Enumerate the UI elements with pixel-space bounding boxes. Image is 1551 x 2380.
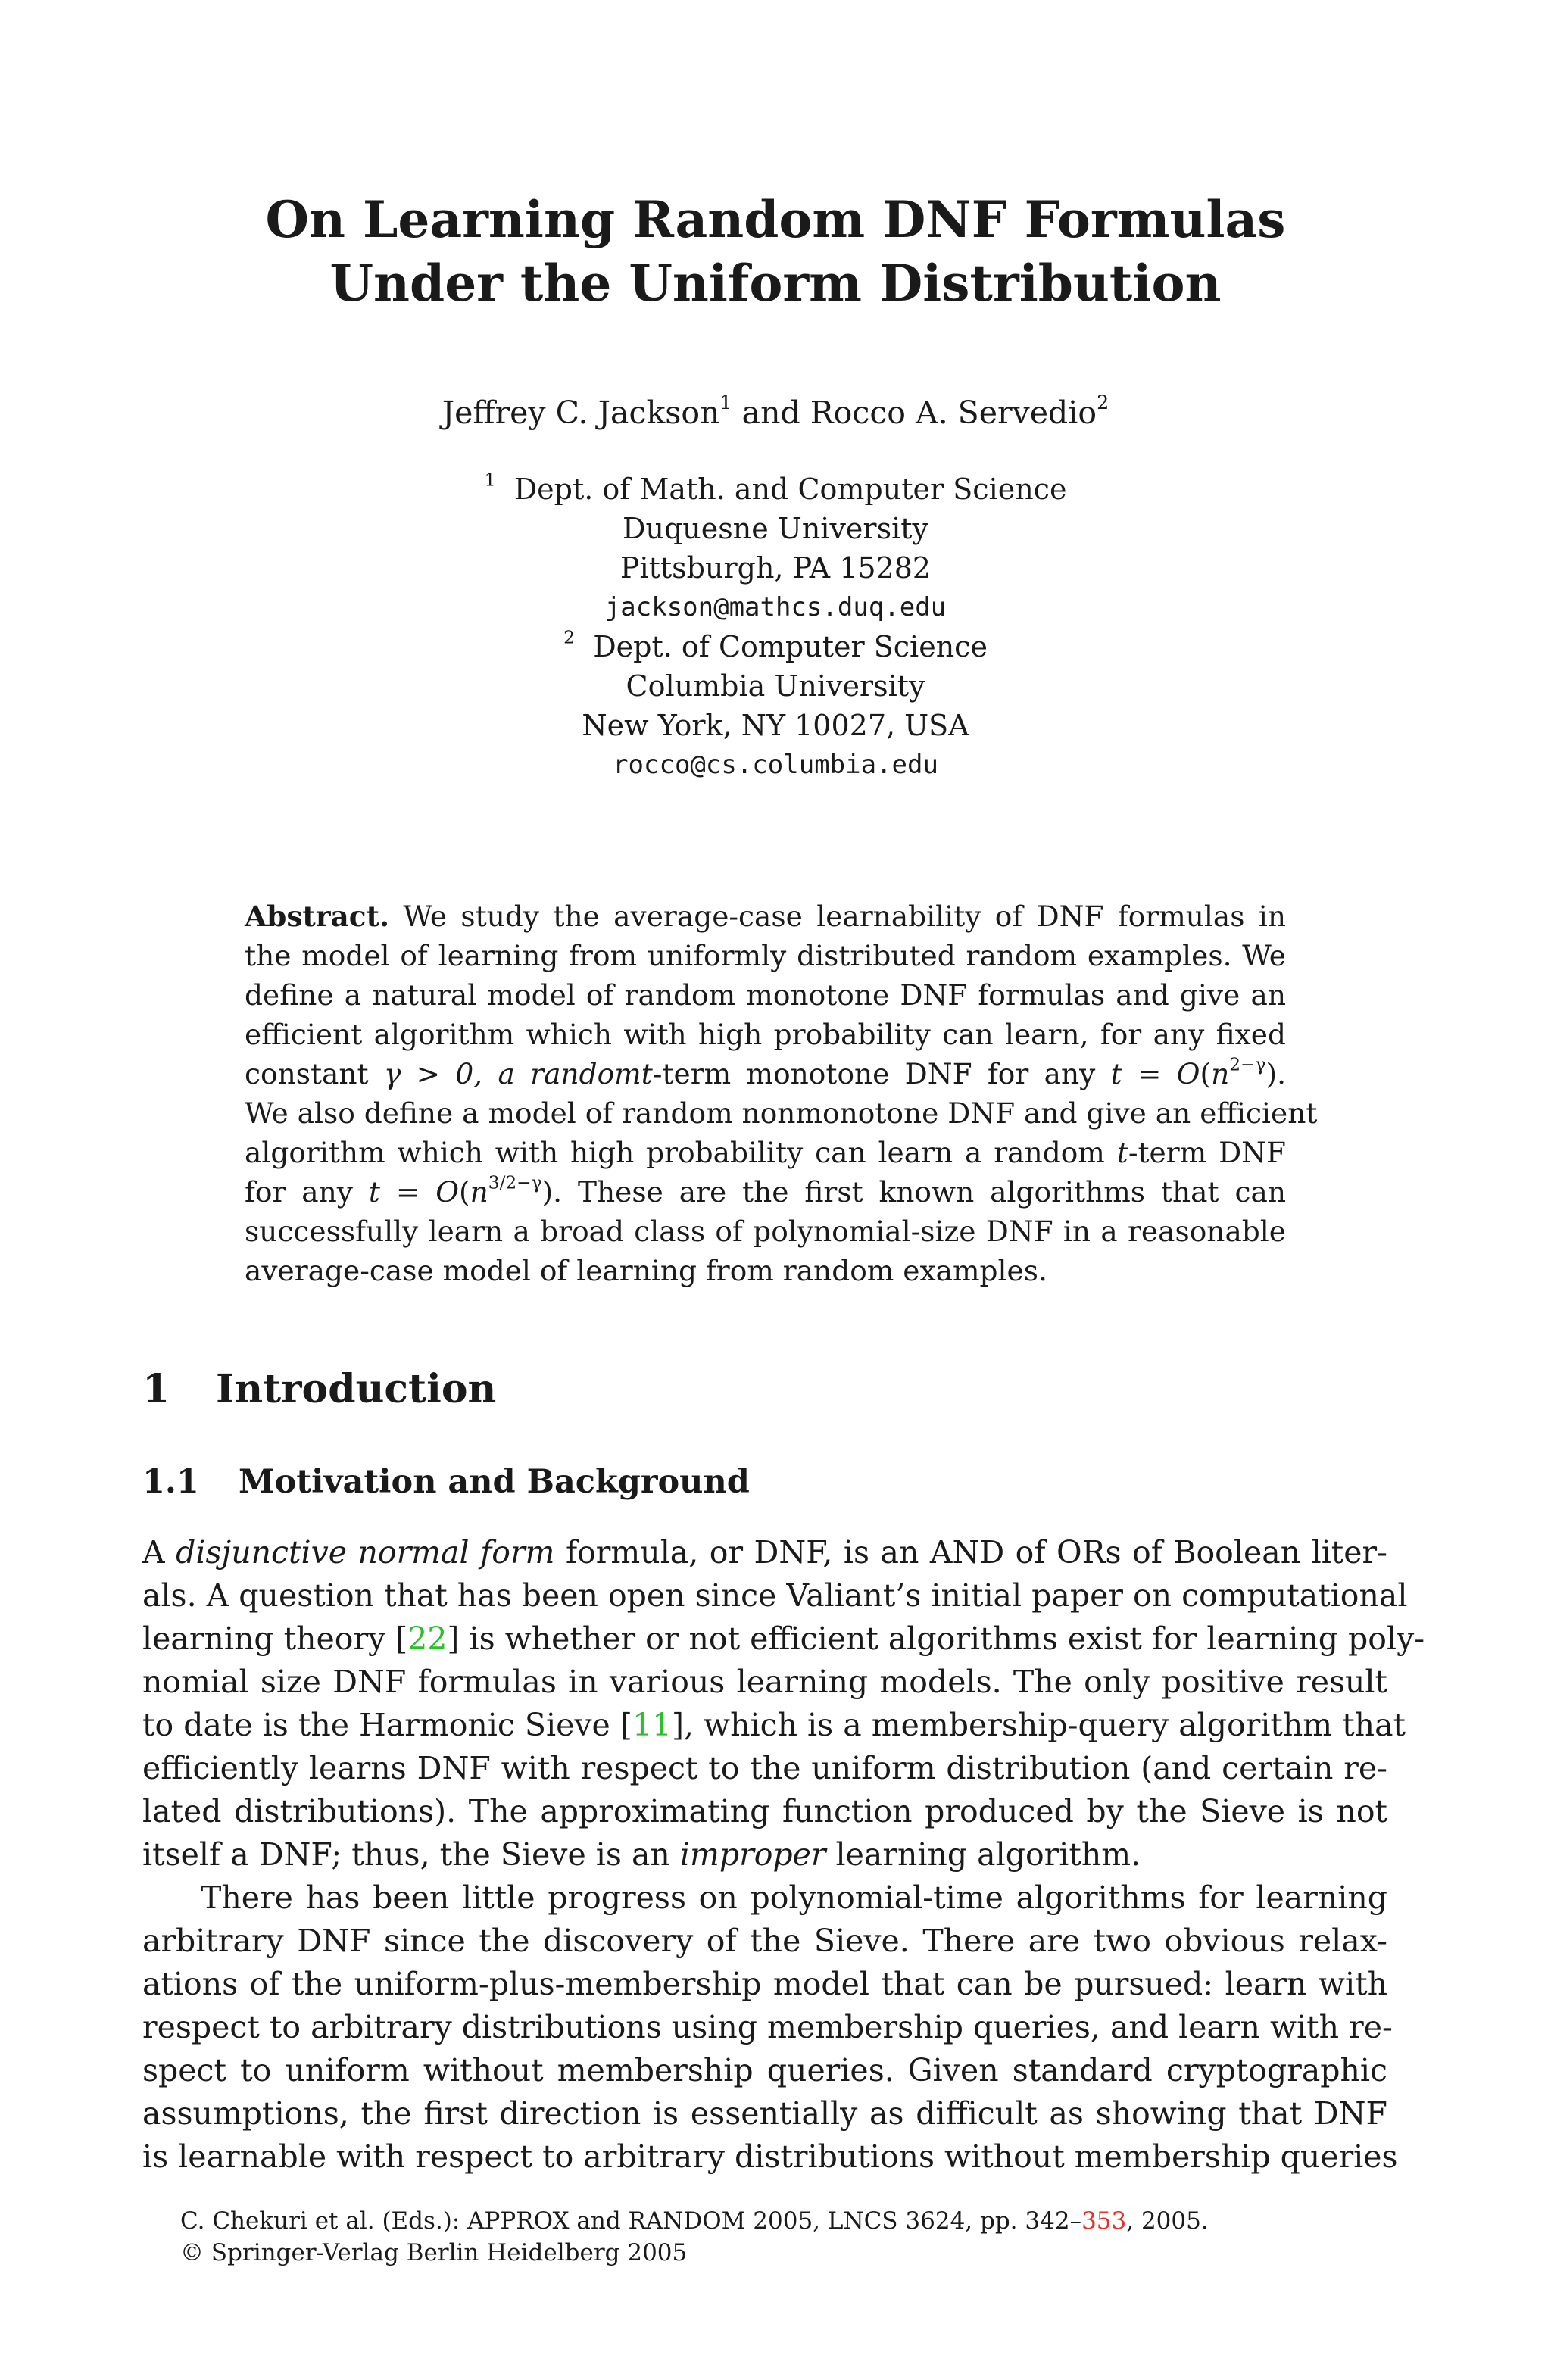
- abstract-text: algorithm which with high probability can learn a random: [245, 1136, 1105, 1169]
- footer-text: C. Chekuri et al. (Eds.): APPROX and RANDOM 2005, LNCS 3624, pp. 342–: [180, 2207, 1082, 2235]
- abstract-math: O: [1176, 1057, 1200, 1090]
- affiliation-1-mark: 1: [484, 469, 496, 491]
- abstract-exponent: 2−γ: [1229, 1054, 1266, 1075]
- paragraph-line: assumptions, the first direction is essentially as difficult as showing that DNF: [142, 2095, 1387, 2132]
- body-text: [142, 1531, 1425, 2179]
- abstract-math: t: [641, 1057, 653, 1090]
- abstract-math: t: [368, 1175, 380, 1209]
- paragraph-line: There has been little progress on polynomial-time algorithms for learning: [201, 1879, 1387, 1916]
- footer: [180, 2205, 1209, 2269]
- paragraph-line: als. A question that has been open since Valiant’s initial paper on computational: [142, 1577, 1408, 1614]
- author-1-mark: 1: [719, 390, 732, 413]
- body-text-span: formula, or DNF, is an AND of ORs of Boolean liter-: [565, 1534, 1387, 1571]
- body-text-span: itself a DNF; thus, the Sieve is an: [142, 1836, 670, 1873]
- abstract-math: (: [1200, 1057, 1212, 1090]
- abstract-line: We also define a model of random nonmonotone DNF and give an efficient: [245, 1096, 1318, 1130]
- author-2-mark: 2: [1097, 390, 1109, 413]
- title-line-2: Under the Uniform Distribution: [329, 254, 1222, 313]
- affiliation-2-city: New York, NY 10027, USA: [582, 709, 969, 742]
- abstract-text: -term monotone DNF for any: [652, 1057, 1096, 1090]
- abstract-text: ).: [1265, 1057, 1286, 1090]
- author-list: [0, 390, 1551, 435]
- section-number: 1: [142, 1366, 170, 1412]
- paragraph-line: lated distributions). The approximating function produced by the Sieve is not: [142, 1793, 1387, 1829]
- abstract-math: O: [435, 1175, 459, 1209]
- body-text-span: to date is the Harmonic Sieve [: [142, 1707, 632, 1743]
- paragraph-line: ations of the uniform-plus-membership model that can be pursued: learn with: [142, 1966, 1387, 2002]
- author-2: Rocco A. Servedio: [810, 395, 1097, 431]
- affiliation-2-dept-text: Dept. of Computer Science: [593, 630, 988, 663]
- abstract-text: ). These are the first known algorithms that can: [541, 1175, 1286, 1209]
- subsection-title: Motivation and Background: [239, 1463, 750, 1501]
- affiliation-1-univ: Duquesne University: [623, 512, 928, 545]
- paragraph-line: [142, 1704, 1406, 1747]
- title-line-1: On Learning Random DNF Formulas: [265, 190, 1286, 249]
- body-text-span: ], which is a membership-query algorithm that: [671, 1707, 1406, 1743]
- affiliation-1-dept-text: Dept. of Math. and Computer Science: [513, 473, 1067, 506]
- abstract-math: =: [1137, 1057, 1162, 1090]
- affiliation-1-email[interactable]: jackson@mathcs.duq.edu: [604, 592, 947, 622]
- paragraph-line: respect to arbitrary distributions using membership queries, and learn with re-: [142, 2009, 1393, 2045]
- paragraph-line: arbitrary DNF since the discovery of the Sieve. There are two obvious relax-: [142, 1923, 1387, 1959]
- paragraph-line: [142, 1617, 1425, 1661]
- citation-footer: [180, 2205, 1209, 2237]
- body-text-span: learning theory [: [142, 1620, 408, 1657]
- body-text-span: learning algorithm.: [835, 1836, 1141, 1873]
- emphasis: disjunctive normal form: [176, 1534, 555, 1571]
- paragraph-line: [142, 1833, 1387, 1876]
- abstract-line: average-case model of learning from random examples.: [245, 1254, 1047, 1287]
- page-link[interactable]: 353: [1081, 2207, 1127, 2235]
- abstract-line: [245, 897, 1286, 936]
- paragraph-line: spect to uniform without membership queries. Given standard cryptographic: [142, 2052, 1387, 2088]
- abstract-math: t: [1116, 1136, 1128, 1169]
- abstract-line: the model of learning from uniformly distributed random examples. We: [245, 939, 1286, 972]
- emphasis: improper: [679, 1836, 826, 1873]
- footer-text: , 2005.: [1126, 2207, 1209, 2235]
- author-1: Jeffrey C. Jackson: [442, 395, 720, 431]
- affiliation-2-email[interactable]: rocco@cs.columbia.edu: [613, 750, 938, 780]
- body-text-span: A: [142, 1534, 165, 1571]
- abstract-line: [245, 1054, 1286, 1093]
- abstract: [245, 897, 1318, 1290]
- abstract-math: γ > 0, a random: [383, 1057, 641, 1090]
- citation-link[interactable]: 11: [632, 1707, 672, 1743]
- abstract-line: successfully learn a broad class of polynomial-size DNF in a reasonable: [245, 1215, 1286, 1248]
- citation-link[interactable]: 22: [407, 1620, 448, 1657]
- abstract-text: for any: [245, 1175, 353, 1209]
- paragraph-line: efficiently learns DNF with respect to the uniform distribution (and certain re-: [142, 1750, 1387, 1786]
- abstract-line: [245, 1133, 1286, 1172]
- abstract-text: -term DNF: [1128, 1136, 1287, 1169]
- affiliation-1-city: Pittsburgh, PA 15282: [619, 551, 932, 585]
- subsection-heading: [142, 1460, 750, 1504]
- section-heading: [142, 1363, 496, 1416]
- abstract-line: efficient algorithm which with high probability can learn, for any fixed: [245, 1018, 1286, 1051]
- affiliation-2-mark: 2: [563, 626, 576, 648]
- abstract-label: Abstract.: [245, 900, 390, 933]
- abstract-text: We study the average-case learnability of DNF formulas in: [403, 900, 1287, 933]
- copyright-footer: © Springer-Verlag Berlin Heidelberg 2005: [180, 2239, 688, 2266]
- section-title: Introduction: [216, 1366, 497, 1412]
- affiliation-2-dept: [0, 627, 1551, 666]
- affiliation-2-univ: Columbia University: [626, 669, 925, 703]
- affiliations: [0, 469, 1551, 784]
- subsection-number: 1.1: [142, 1463, 199, 1501]
- paragraph-line: nomial size DNF formulas in various learning models. The only positive result: [142, 1664, 1387, 1700]
- abstract-math: =: [395, 1175, 420, 1209]
- affiliation-1-dept: [0, 469, 1551, 509]
- paragraph-line: is learnable with respect to arbitrary distributions without membership queries: [142, 2138, 1398, 2175]
- body-text-span: ] is whether or not efficient algorithms exist for learning poly-: [447, 1620, 1425, 1657]
- author-conj: and: [741, 395, 800, 431]
- abstract-line: define a natural model of random monotone DNF formulas and give an: [245, 978, 1286, 1012]
- paragraph-line: [142, 1531, 1387, 1574]
- abstract-math: t: [1110, 1057, 1122, 1090]
- abstract-line: [245, 1172, 1286, 1212]
- abstract-text: constant: [245, 1057, 369, 1090]
- abstract-exponent: 3/2−γ: [488, 1172, 542, 1193]
- abstract-math: (: [458, 1175, 470, 1209]
- paper-title: [0, 188, 1551, 315]
- abstract-math: n: [1211, 1057, 1230, 1090]
- abstract-math: n: [470, 1175, 488, 1209]
